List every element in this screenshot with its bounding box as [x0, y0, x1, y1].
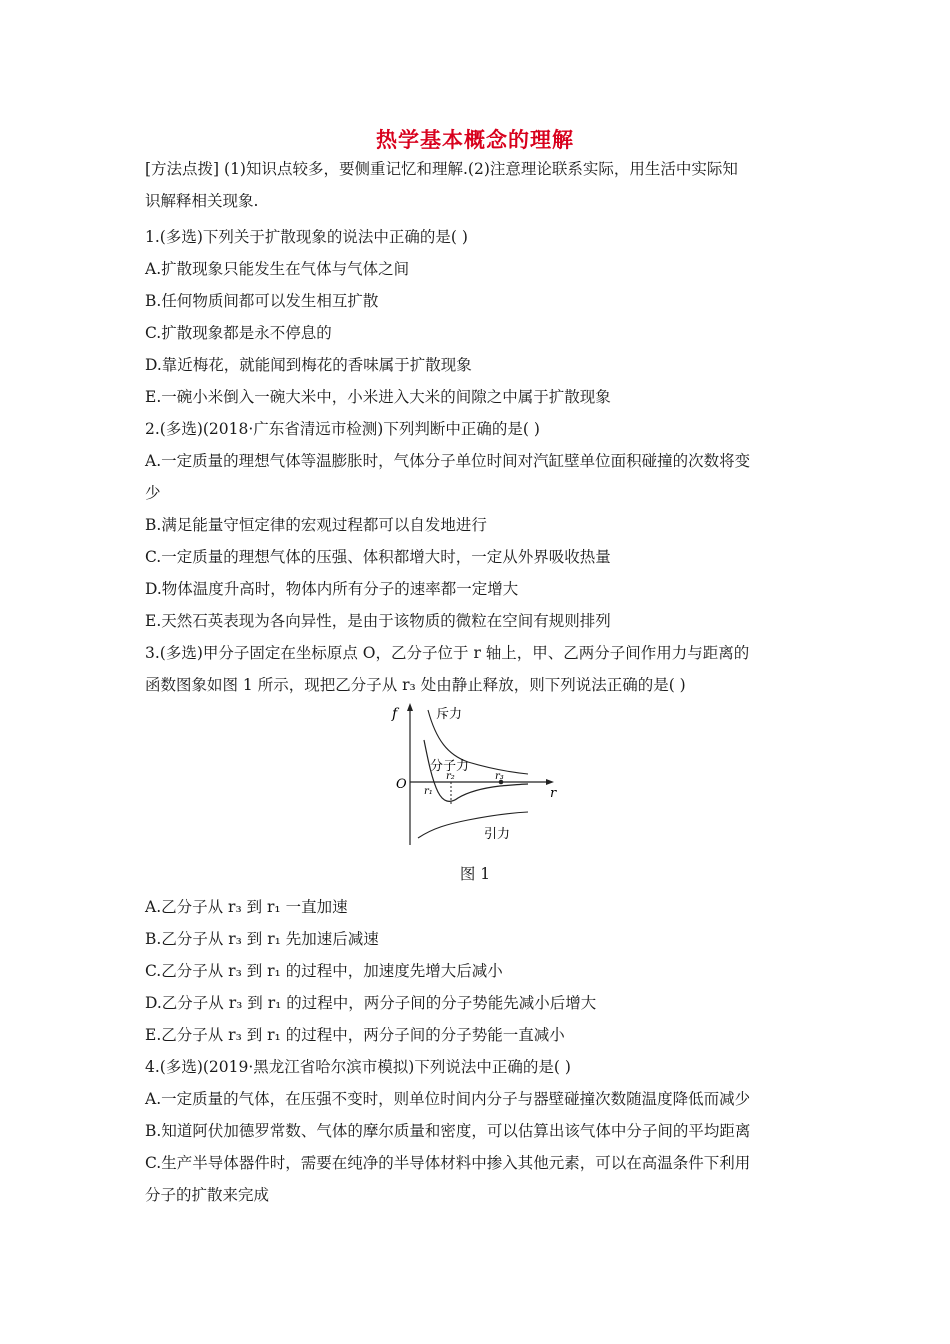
question-3-stem-1: 3.(多选)甲分子固定在坐标原点 O，乙分子位于 r 轴上，甲、乙两分子间作用力与距离的	[145, 644, 750, 662]
r1-label: r₁	[424, 786, 433, 797]
r-axis-arrow	[546, 779, 554, 785]
f-axis-arrow	[407, 703, 413, 711]
attraction-label: 引力	[484, 827, 511, 842]
method-tip-line-1: [方法点拨] (1)知识点较多，要侧重记忆和理解.(2)注意理论联系实际，用生活中实际知	[145, 160, 738, 178]
molecular-force-label: 分子力	[430, 759, 470, 774]
question-1-option-e: E.一碗小米倒入一碗大米中，小米进入大米的间隙之中属于扩散现象	[145, 388, 611, 406]
attraction-curve	[418, 812, 528, 838]
question-1-option-c: C.扩散现象都是永不停息的	[145, 324, 332, 342]
question-2-option-e: E.天然石英表现为各向异性，是由于该物质的微粒在空间有规则排列	[145, 612, 611, 630]
question-3-option-e: E.乙分子从 r₃ 到 r₁ 的过程中，两分子间的分子势能一直减小	[145, 1026, 565, 1044]
force-distance-figure	[388, 700, 568, 850]
question-3-option-d: D.乙分子从 r₃ 到 r₁ 的过程中，两分子间的分子势能先减小后增大	[145, 994, 597, 1012]
question-3-option-a: A.乙分子从 r₃ 到 r₁ 一直加速	[145, 898, 348, 916]
question-3-option-c: C.乙分子从 r₃ 到 r₁ 的过程中，加速度先增大后减小	[145, 962, 503, 980]
question-4-option-b: B.知道阿伏加德罗常数、气体的摩尔质量和密度，可以估算出该气体中分子间的平均距离	[145, 1122, 751, 1140]
question-2-option-a: A.一定质量的理想气体等温膨胀时，气体分子单位时间对汽缸壁单位面积碰撞的次数将变	[145, 452, 751, 470]
figure-caption: 图 1	[459, 865, 491, 883]
question-4-option-a: A.一定质量的气体，在压强不变时，则单位时间内分子与器壁碰撞次数随温度降低而减少	[145, 1090, 751, 1108]
method-tip-line-2: 识解释相关现象.	[145, 192, 259, 210]
r-label: r	[550, 786, 557, 801]
question-4-stem: 4.(多选)(2019·黑龙江省哈尔滨市模拟)下列说法中正确的是( )	[145, 1058, 571, 1076]
question-2-stem: 2.(多选)(2018·广东省清远市检测)下列判断中正确的是( )	[145, 420, 540, 438]
question-1-option-d: D.靠近梅花，就能闻到梅花的香味属于扩散现象	[145, 356, 472, 374]
question-1-option-a: A.扩散现象只能发生在气体与气体之间	[145, 260, 410, 278]
question-2-option-d: D.物体温度升高时，物体内所有分子的速率都一定增大	[145, 580, 519, 598]
page-title: 热学基本概念的理解	[376, 127, 574, 152]
question-3-option-b: B.乙分子从 r₃ 到 r₁ 先加速后减速	[145, 930, 379, 948]
question-2-option-a-cont: 少	[145, 484, 161, 502]
question-3-stem-2: 函数图象如图 1 所示，现把乙分子从 r₃ 处由静止释放，则下列说法正确的是( )	[145, 676, 686, 694]
origin-label: O	[396, 777, 407, 792]
question-1-option-b: B.任何物质间都可以发生相互扩散	[145, 292, 379, 310]
question-4-option-c-cont: 分子的扩散来完成	[145, 1186, 270, 1204]
f-label: f	[392, 706, 398, 722]
r3-label: r₃	[495, 771, 504, 782]
repulsion-label: 斥力	[436, 707, 463, 722]
question-1-stem: 1.(多选)下列关于扩散现象的说法中正确的是( )	[145, 228, 468, 246]
question-2-option-b: B.满足能量守恒定律的宏观过程都可以自发地进行	[145, 516, 487, 534]
question-4-option-c: C.生产半导体器件时，需要在纯净的半导体材料中掺入其他元素，可以在高温条件下利用	[145, 1154, 751, 1172]
r2-label: r₂	[446, 771, 455, 782]
question-2-option-c: C.一定质量的理想气体的压强、体积都增大时，一定从外界吸收热量	[145, 548, 611, 566]
